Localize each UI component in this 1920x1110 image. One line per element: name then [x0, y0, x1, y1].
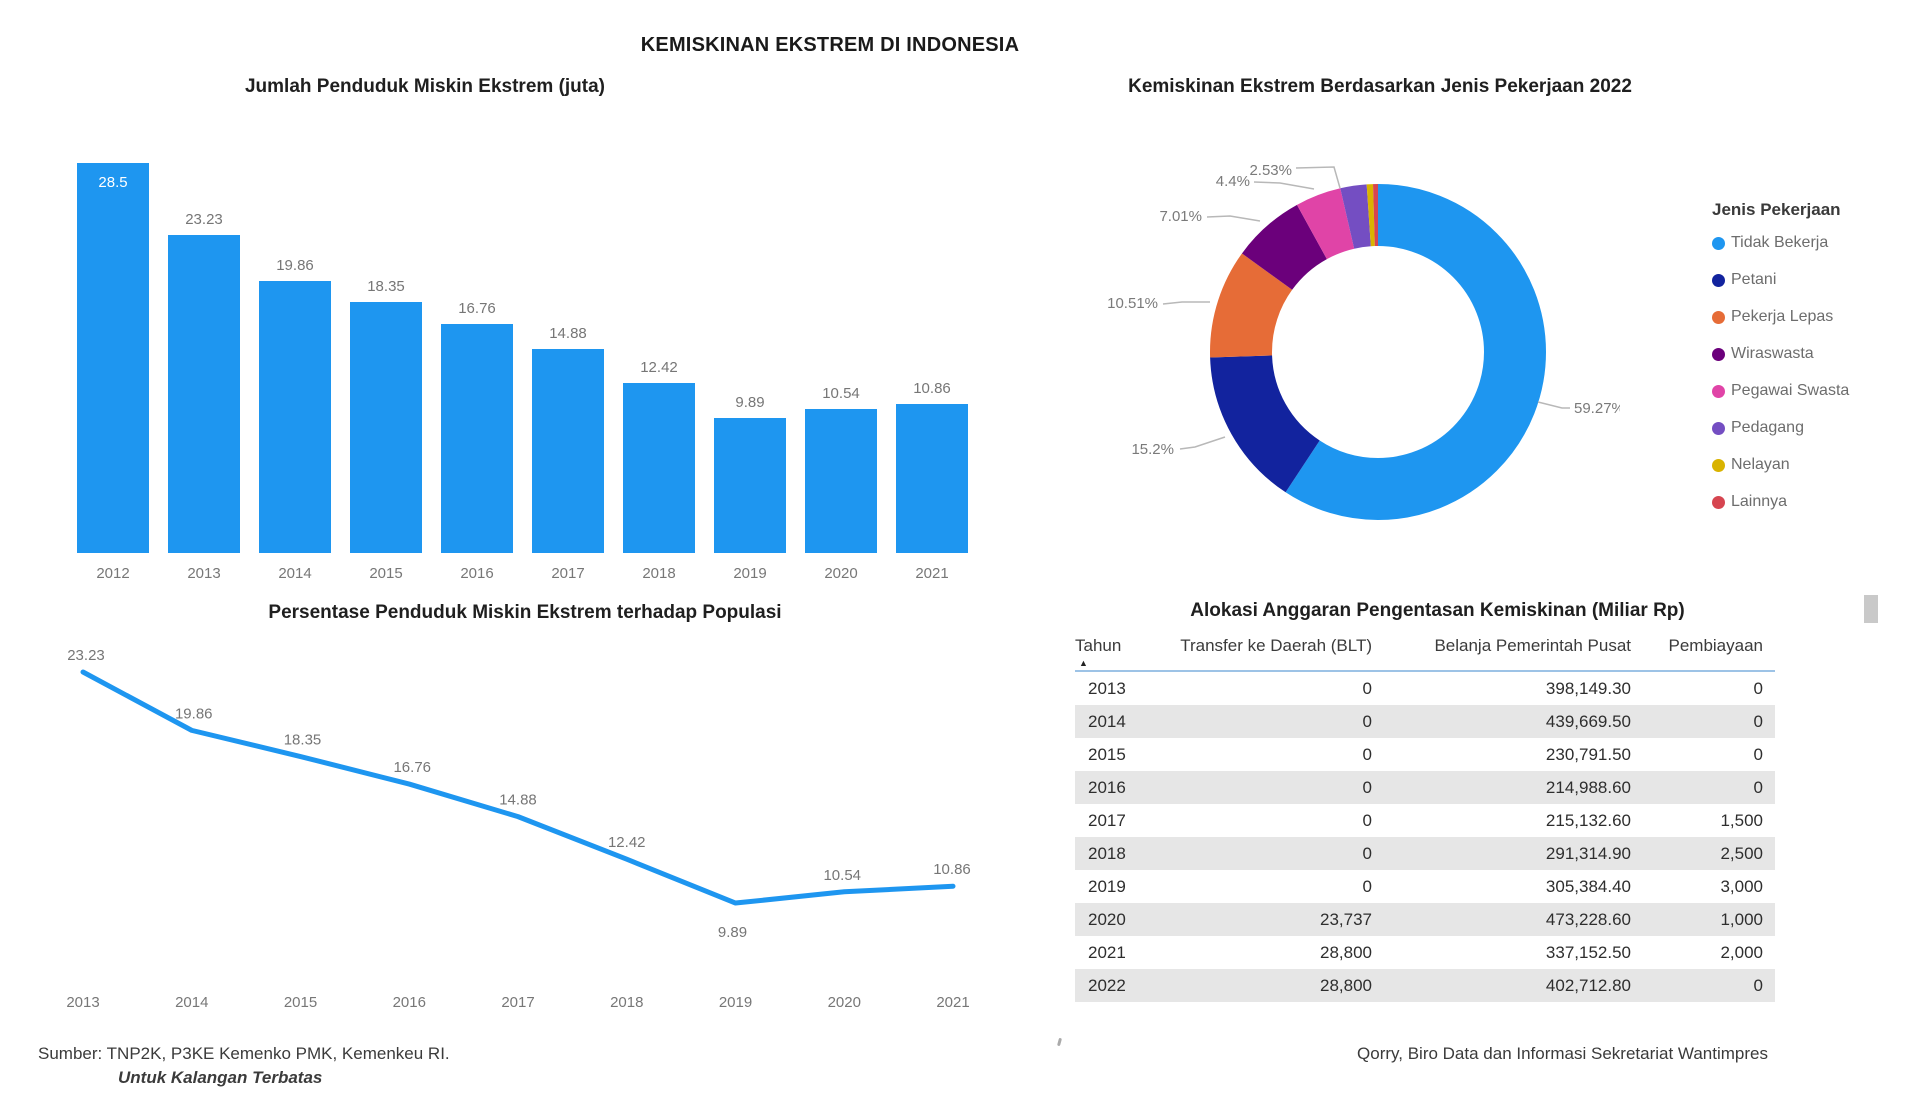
- page-title: KEMISKINAN EKSTREM DI INDONESIA: [640, 34, 1020, 56]
- legend-item-pegawai-swasta[interactable]: [1712, 378, 1912, 404]
- table-header-tahun[interactable]: [1075, 636, 1155, 668]
- table-cell: 2021: [1088, 943, 1126, 962]
- table-cell: 2014: [1088, 712, 1126, 731]
- bar[interactable]: [441, 324, 513, 553]
- table-row[interactable]: [1075, 738, 1775, 771]
- table-cell: 2016: [1088, 778, 1126, 797]
- table-cell: 2013: [1088, 679, 1126, 698]
- legend-label: Pegawai Swasta: [1731, 382, 1850, 399]
- table-row[interactable]: [1075, 903, 1775, 936]
- table-row[interactable]: [1075, 672, 1775, 705]
- table-row[interactable]: [1075, 837, 1775, 870]
- bar-value-label: 10.54: [822, 385, 860, 402]
- line-point-label: 19.86: [174, 705, 213, 723]
- restricted-note: Untuk Kalangan Terbatas: [118, 1068, 323, 1087]
- stray-mark: [1057, 1038, 1062, 1047]
- bar[interactable]: [532, 349, 604, 553]
- legend-swatch: [1712, 311, 1725, 324]
- line-point-label: 10.54: [823, 866, 862, 884]
- legend-swatch: [1712, 274, 1725, 287]
- table-cell: 23,737: [1320, 910, 1372, 929]
- table-cell: 402,712.80: [1545, 976, 1631, 995]
- table-cell: 0: [1753, 745, 1763, 764]
- bar[interactable]: [714, 418, 786, 553]
- legend-swatch: [1712, 459, 1725, 472]
- table-cell: 2019: [1088, 877, 1126, 896]
- bar-value-label: 19.86: [276, 257, 314, 274]
- line-chart-title: Persentase Penduduk Miskin Ekstrem terhadap Populasi: [268, 602, 782, 623]
- donut-percent-label: 4.4%: [1215, 173, 1250, 190]
- table-cell: 230,791.50: [1545, 745, 1631, 764]
- donut-leader-line: [1254, 182, 1314, 189]
- table-row[interactable]: [1075, 870, 1775, 903]
- bar-axis-label: 2015: [369, 565, 403, 582]
- line-axis-label: 2017: [501, 994, 535, 1011]
- table-cell: 473,228.60: [1545, 910, 1631, 929]
- table-cell: 291,314.90: [1545, 844, 1631, 863]
- legend-label: Petani: [1731, 271, 1777, 288]
- table-header-row: [1075, 636, 1775, 672]
- legend-label: Pedagang: [1731, 419, 1804, 436]
- table-cell: 28,800: [1320, 943, 1372, 962]
- donut-leader-line: [1538, 402, 1570, 408]
- donut-legend: [1712, 200, 1912, 526]
- line-point-label: 12.42: [607, 834, 646, 852]
- table-row[interactable]: [1075, 969, 1775, 1002]
- table-cell: 0: [1362, 844, 1372, 863]
- bar-axis-label: 2019: [733, 565, 767, 582]
- line-point-label: 9.89: [717, 924, 748, 942]
- donut-percent-label: 15.2%: [1131, 441, 1174, 458]
- bar-value-label: 12.42: [640, 359, 678, 376]
- table-header-col3[interactable]: [1633, 636, 1775, 668]
- legend-swatch: [1712, 348, 1725, 361]
- bar-axis-label: 2021: [915, 565, 949, 582]
- line-chart: [30, 630, 1020, 1030]
- table-row[interactable]: [1075, 936, 1775, 969]
- table-cell: 398,149.30: [1545, 679, 1631, 698]
- table-cell: 439,669.50: [1545, 712, 1631, 731]
- donut-leader-line: [1163, 302, 1210, 304]
- table-row[interactable]: [1075, 705, 1775, 738]
- table-header-label: Transfer ke Daerah (BLT): [1180, 636, 1372, 655]
- table-cell: 215,132.60: [1545, 811, 1631, 830]
- line-axis-label: 2014: [175, 994, 209, 1011]
- table-cell: 0: [1753, 778, 1763, 797]
- donut-leader-line: [1296, 167, 1340, 188]
- table-cell: 0: [1362, 679, 1372, 698]
- bar[interactable]: [805, 409, 877, 553]
- legend-item-pedagang[interactable]: [1712, 415, 1912, 441]
- legend-item-lainnya[interactable]: [1712, 489, 1912, 515]
- bar-chart-title: Jumlah Penduduk Miskin Ekstrem (juta): [244, 76, 606, 97]
- table-cell: 2015: [1088, 745, 1126, 764]
- bar-chart: [40, 120, 1000, 590]
- bar[interactable]: [168, 235, 240, 553]
- legend-item-tidak-bekerja[interactable]: [1712, 230, 1912, 256]
- legend-item-nelayan[interactable]: [1712, 452, 1912, 478]
- table-cell: 28,800: [1320, 976, 1372, 995]
- table-cell: 0: [1753, 712, 1763, 731]
- table-cell: 2018: [1088, 844, 1126, 863]
- table-cell: 214,988.60: [1545, 778, 1631, 797]
- donut-percent-label: 7.01%: [1159, 208, 1202, 225]
- legend-title: Jenis Pekerjaan: [1712, 200, 1841, 219]
- line-axis-label: 2018: [610, 994, 644, 1011]
- donut-leader-line: [1180, 437, 1225, 449]
- line-point-label: 18.35: [283, 731, 322, 749]
- legend-swatch: [1712, 496, 1725, 509]
- line-point-label: 23.23: [67, 647, 105, 664]
- table-cell: 2,000: [1720, 943, 1763, 962]
- line-point-label: 14.88: [499, 791, 537, 809]
- line-point-label: 16.76: [393, 759, 432, 777]
- table-cell: 1,000: [1720, 910, 1763, 929]
- budget-table: [1075, 600, 1775, 1002]
- donut-percent-label: 2.53%: [1249, 162, 1292, 179]
- line-point-label: 10.86: [933, 861, 971, 879]
- table-cell: 0: [1362, 712, 1372, 731]
- table-cell: 0: [1362, 778, 1372, 797]
- bar-axis-label: 2014: [278, 565, 312, 582]
- bar-value-label: 16.76: [458, 300, 496, 317]
- legend-label: Nelayan: [1731, 456, 1790, 473]
- legend-label: Tidak Bekerja: [1731, 234, 1829, 251]
- table-header-label: Belanja Pemerintah Pusat: [1434, 636, 1631, 655]
- bar-axis-label: 2012: [96, 565, 130, 582]
- line-axis-label: 2013: [66, 994, 100, 1011]
- sort-ascending-icon: ▲: [1079, 658, 1088, 668]
- legend-items: [1712, 230, 1912, 515]
- table-cell: 0: [1362, 745, 1372, 764]
- legend-item-pekerja-lepas[interactable]: [1712, 304, 1912, 330]
- table-body: [1075, 672, 1775, 1002]
- line-axis-label: 2015: [283, 994, 318, 1011]
- table-header-label: Tahun: [1075, 636, 1122, 655]
- donut-chart-title: Kemiskinan Ekstrem Berdasarkan Jenis Pekerjaan 2022: [1128, 76, 1632, 97]
- legend-swatch: [1712, 237, 1725, 250]
- bar[interactable]: [350, 302, 422, 553]
- line-axis-label: 2020: [827, 994, 861, 1011]
- donut-leader-line: [1207, 216, 1260, 221]
- bar-value-label: 18.35: [367, 278, 405, 295]
- legend-item-wiraswasta[interactable]: [1712, 341, 1912, 367]
- bar-value-label: 10.86: [913, 380, 951, 397]
- legend-label: Pekerja Lepas: [1731, 308, 1834, 325]
- bar[interactable]: [77, 163, 149, 553]
- table-cell: 2,500: [1720, 844, 1763, 863]
- table-cell: 1,500: [1720, 811, 1763, 830]
- bar[interactable]: [896, 404, 968, 553]
- bar-value-label: 14.88: [549, 325, 587, 342]
- table-row[interactable]: [1075, 804, 1775, 837]
- legend-swatch: [1712, 385, 1725, 398]
- donut-svg: [1100, 150, 1620, 580]
- legend-label: Lainnya: [1731, 493, 1788, 510]
- bar-axis-label: 2013: [187, 565, 221, 582]
- line-axis-label: 2021: [936, 994, 970, 1011]
- table-cell: 0: [1362, 877, 1372, 896]
- table-row[interactable]: [1075, 771, 1775, 804]
- bar[interactable]: [623, 383, 695, 553]
- donut-percent-label: 10.51%: [1107, 295, 1158, 312]
- table-cell: 337,152.50: [1545, 943, 1631, 962]
- table-cell: 0: [1753, 679, 1763, 698]
- legend-label: Wiraswasta: [1731, 345, 1814, 362]
- line-chart-svg: [30, 630, 1020, 1030]
- donut-chart: [1100, 150, 1620, 580]
- bar-axis-label: 2020: [824, 565, 858, 582]
- donut-percent-label: 59.27%: [1574, 400, 1620, 417]
- bar-value-label: 28.5: [98, 174, 128, 191]
- credit-note: Qorry, Biro Data dan Informasi Sekretariat Wantimpres: [1357, 1044, 1768, 1063]
- bar-axis-label: 2016: [460, 565, 494, 582]
- bar-value-label: 9.89: [735, 394, 765, 411]
- table-cell: 0: [1362, 811, 1372, 830]
- line-axis-label: 2019: [718, 994, 753, 1011]
- bar-axis-label: 2017: [551, 565, 585, 582]
- table-cell: 3,000: [1720, 877, 1763, 896]
- table-cell: 305,384.40: [1545, 877, 1631, 896]
- table-header-col2[interactable]: [1375, 636, 1633, 668]
- bar-value-label: 23.23: [185, 211, 223, 228]
- bar-axis-label: 2018: [642, 565, 676, 582]
- table-header-label: Pembiayaan: [1668, 636, 1763, 655]
- legend-swatch: [1712, 422, 1725, 435]
- table-header-col1[interactable]: [1155, 636, 1375, 668]
- scrollbar-thumb[interactable]: [1864, 595, 1878, 623]
- table-cell: 2017: [1088, 811, 1126, 830]
- table-cell: 0: [1753, 976, 1763, 995]
- table-title: Alokasi Anggaran Pengentasan Kemiskinan (Miliar Rp): [1190, 600, 1685, 621]
- legend-item-petani[interactable]: [1712, 267, 1912, 293]
- line-axis-label: 2016: [392, 994, 426, 1011]
- bar[interactable]: [259, 281, 331, 553]
- source-note: Sumber: TNP2K, P3KE Kemenko PMK, Kemenkeu RI.: [38, 1044, 450, 1063]
- table-cell: 2020: [1088, 910, 1126, 929]
- table-cell: 2022: [1088, 976, 1126, 995]
